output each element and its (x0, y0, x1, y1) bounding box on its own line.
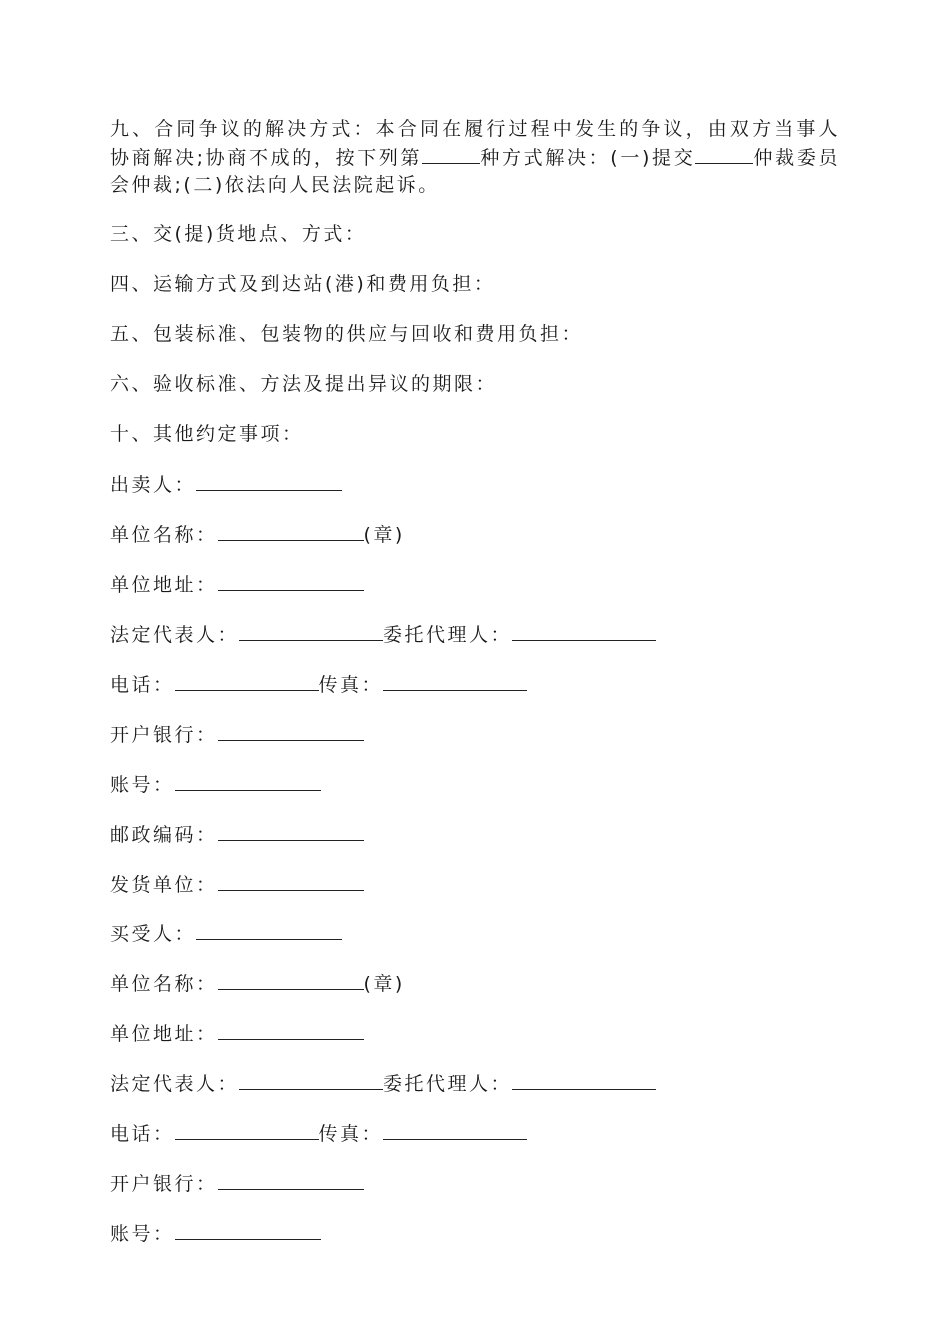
seller-postcode-row (110, 820, 840, 847)
arbitration-commission-blank[interactable] (695, 143, 753, 164)
section-other-matters (110, 421, 840, 448)
buyer-phone-field[interactable] (175, 1119, 319, 1140)
dispute-method-blank[interactable] (422, 143, 480, 164)
buyer-label: 买受人： (110, 923, 197, 946)
seller-field[interactable] (196, 470, 342, 491)
seller-unit-name-row (110, 520, 840, 547)
buyer-agent-field[interactable] (512, 1069, 656, 1090)
seller-row (110, 470, 840, 497)
buyer-phone-label: 电话： (110, 1123, 175, 1146)
seller-bank-field[interactable] (218, 720, 364, 741)
seller-unit-address-field[interactable] (218, 570, 364, 591)
buyer-field[interactable] (196, 919, 342, 940)
seller-label: 出卖人： (110, 474, 197, 497)
seller-unit-name-label: 单位名称： (110, 524, 218, 547)
buyer-unit-name-row (110, 969, 840, 996)
document-page (110, 116, 840, 1269)
section-heading: 十、其他约定事项： (110, 422, 304, 445)
seller-postcode-field[interactable] (218, 820, 364, 841)
seller-agent-field[interactable] (512, 620, 656, 641)
seller-legal-rep-field[interactable] (239, 620, 383, 641)
buyer-unit-address-label: 单位地址： (110, 1023, 218, 1046)
buyer-bank-row (110, 1169, 840, 1196)
buyer-representatives-row (110, 1069, 840, 1096)
seller-unit-address-label: 单位地址： (110, 574, 218, 597)
buyer-legal-rep-label: 法定代表人： (110, 1073, 240, 1096)
buyer-bank-field[interactable] (218, 1169, 364, 1190)
buyer-account-field[interactable] (175, 1219, 321, 1240)
buyer-row (110, 919, 840, 946)
seller-fax-field[interactable] (383, 670, 527, 691)
buyer-agent-label: 委托代理人： (383, 1073, 513, 1096)
seller-postcode-label: 邮政编码： (110, 823, 218, 846)
seller-phone-label: 电话： (110, 674, 175, 697)
seller-legal-rep-label: 法定代表人： (110, 624, 240, 647)
seller-seal-label: (章) (363, 524, 405, 547)
buyer-account-row (110, 1219, 840, 1246)
section-heading: 六、验收标准、方法及提出异议的期限： (110, 372, 498, 395)
seller-shipper-row (110, 870, 840, 897)
seller-account-label: 账号： (110, 773, 175, 796)
seller-unit-address-row (110, 570, 840, 597)
buyer-unit-address-field[interactable] (218, 1019, 364, 1040)
seller-account-field[interactable] (175, 770, 321, 791)
clause-9-dispute-resolution (110, 116, 840, 199)
section-packaging (110, 321, 840, 348)
seller-fax-label: 传真： (318, 674, 384, 697)
buyer-bank-label: 开户银行： (110, 1172, 218, 1195)
seller-bank-label: 开户银行： (110, 723, 218, 746)
buyer-fax-label: 传真： (318, 1123, 384, 1146)
buyer-legal-rep-field[interactable] (239, 1069, 383, 1090)
seller-representatives-row (110, 620, 840, 647)
seller-shipper-label: 发货单位： (110, 873, 218, 896)
seller-shipper-field[interactable] (218, 870, 364, 891)
buyer-seal-label: (章) (363, 973, 405, 996)
buyer-unit-name-label: 单位名称： (110, 973, 218, 996)
seller-phone-field[interactable] (175, 670, 319, 691)
section-delivery-location (110, 221, 840, 248)
seller-agent-label: 委托代理人： (383, 624, 513, 647)
section-heading: 三、交(提)货地点、方式： (110, 223, 367, 245)
section-heading: 五、包装标准、包装物的供应与回收和费用负担： (110, 322, 584, 345)
seller-bank-row (110, 720, 840, 747)
section-transport (110, 271, 840, 298)
buyer-account-label: 账号： (110, 1222, 175, 1245)
clause-9-text-3: 仲裁委员会仲裁;(二)依法向人民法院起诉。 (110, 147, 840, 196)
clause-9-text-2: 种方式解决：(一)提交 (480, 147, 696, 169)
seller-account-row (110, 770, 840, 797)
buyer-unit-address-row (110, 1019, 840, 1046)
buyer-fax-field[interactable] (383, 1119, 527, 1140)
seller-unit-name-field[interactable] (218, 520, 364, 541)
section-acceptance (110, 371, 840, 398)
buyer-unit-name-field[interactable] (218, 969, 364, 990)
seller-contact-row (110, 670, 840, 697)
buyer-contact-row (110, 1119, 840, 1146)
section-heading: 四、运输方式及到达站(港)和费用负担： (110, 272, 496, 295)
clause-9-text-1: 九、合同争议的解决方式：本合同在履行过程中发生的争议，由双方当事人协商解决;协商不成的，按下列第 (110, 118, 840, 169)
